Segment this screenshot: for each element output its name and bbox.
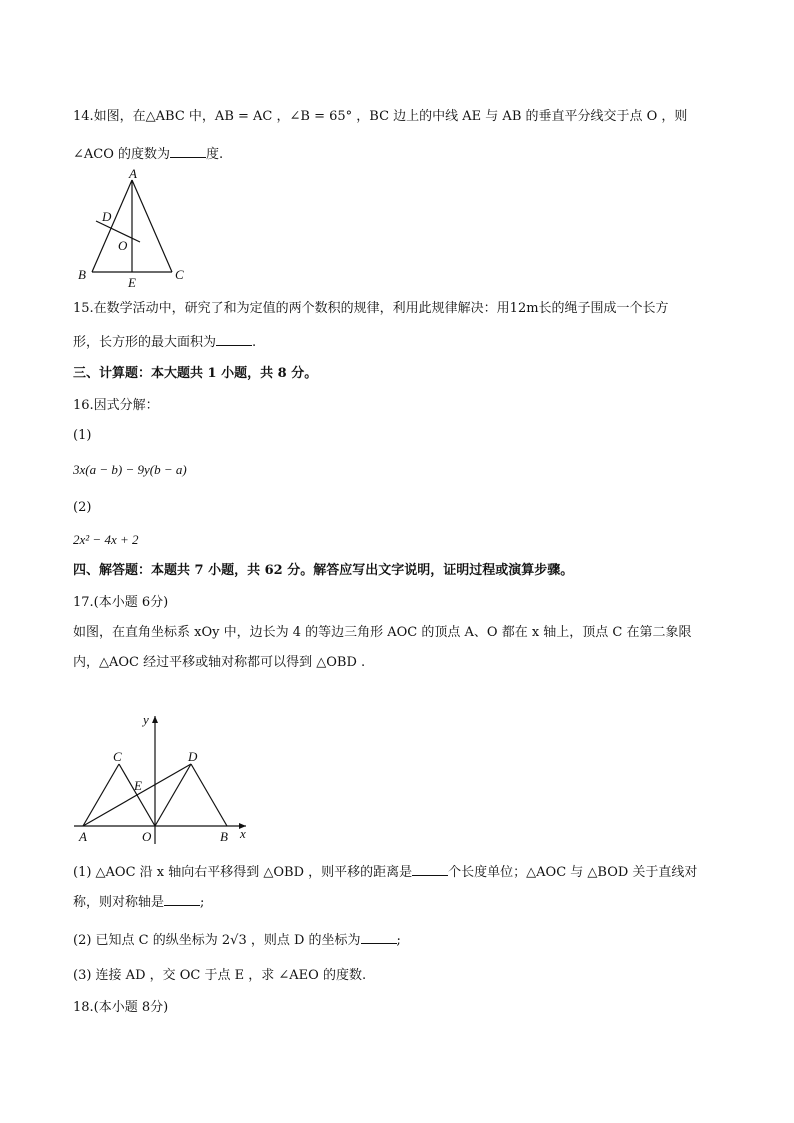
q14-side-ac — [132, 180, 172, 272]
q16-part2-expression: 2x² − 4x + 2 — [73, 532, 139, 547]
q17-sub1-blank1 — [412, 863, 448, 876]
q17-sub3: (3) 连接 AD ，交 OC 于点 E ，求 ∠AEO 的度数. — [73, 968, 367, 983]
q17-segment-ad — [83, 764, 191, 826]
q17-sub2-blank — [361, 931, 397, 944]
q14-label-e: E — [128, 275, 136, 288]
q17-side-db — [191, 764, 227, 826]
q14-line2-post: 度. — [206, 147, 224, 162]
q17-sub2 — [73, 931, 401, 950]
q17-label-b: B — [220, 829, 228, 844]
q17-sub1-blank2 — [164, 893, 200, 906]
q17-sub1-line1 — [73, 863, 697, 882]
q17-sub1-line2 — [73, 893, 204, 912]
q14-label-b: B — [78, 267, 86, 282]
q16-title: 16.因式分解： — [73, 398, 159, 413]
q17-side-ac — [83, 764, 119, 826]
q14-line1: 14.如图，在△ABC 中，AB = AC ，∠B = 65° ，BC 边上的中线 AE 与 AB 的垂直平分线交于点 O ，则 — [73, 109, 688, 124]
q17-label-y: y — [143, 712, 149, 727]
q17-label-c: C — [113, 749, 122, 764]
q16-part1-expression: 3x(a − b) − 9y(b − a) — [73, 462, 187, 477]
q17-label-o: O — [142, 829, 152, 844]
q17-sub1-text-d: ; — [200, 895, 205, 910]
q17-sub1-text-a: (1) △AOC 沿 x 轴向右平移得到 △OBD ，则平移的距离是 — [73, 865, 413, 880]
q14-line2 — [73, 145, 223, 164]
section4-heading: 四、解答题：本题共 7 小题，共 62 分。解答应写出文字说明，证明过程或演算步骤。 — [73, 563, 574, 578]
q14-label-o: O — [118, 238, 128, 253]
q17-label-a: A — [79, 829, 87, 844]
q18-title: 18.(本小题 8分) — [73, 1000, 169, 1015]
q15-line1: 15.在数学活动中，研究了和为定值的两个数积的规律，利用此规律解决：用12m长的绳子围成一个长方 — [73, 301, 669, 316]
q14-triangle-figure — [74, 168, 194, 288]
q17-title: 17.(本小题 6分) — [73, 595, 169, 610]
q17-sub2-text-b: ; — [396, 933, 401, 948]
q14-answer-blank — [170, 145, 206, 158]
q15-line2-post: . — [252, 335, 257, 350]
q17-text-line2: 内，△AOC 经过平移或轴对称都可以得到 △OBD . — [73, 655, 366, 670]
q17-label-e: E — [134, 778, 142, 793]
q14-label-a: A — [129, 168, 137, 181]
q17-label-x: x — [240, 826, 246, 841]
section3-heading: 三、计算题：本大题共 1 小题，共 8 分。 — [73, 366, 318, 381]
q17-sub1-text-c: 称，则对称轴是 — [73, 895, 165, 910]
q14-line2-pre: ∠ACO 的度数为 — [73, 147, 171, 162]
q17-coordinate-figure — [70, 712, 260, 847]
q17-y-axis-arrow — [152, 716, 158, 723]
q16-part1-label: (1) — [73, 428, 92, 443]
q17-text-line1: 如图，在直角坐标系 xOy 中，边长为 4 的等边三角形 AOC 的顶点 A、O 都在 x 轴上，顶点 C 在第二象限 — [73, 625, 692, 640]
q16-part2-label: (2) — [73, 500, 92, 515]
q17-label-d: D — [188, 749, 198, 764]
q14-label-d: D — [102, 209, 112, 224]
q17-side-od — [155, 764, 191, 826]
q15-answer-blank — [216, 333, 252, 346]
q15-line2 — [73, 333, 256, 352]
q15-line2-pre: 形，长方形的最大面积为 — [73, 335, 217, 350]
q17-sub2-text-a: (2) 已知点 C 的纵坐标为 2√3 ，则点 D 的坐标为 — [73, 933, 361, 948]
q14-side-ab — [92, 180, 132, 272]
q17-sub1-text-b: 个长度单位；△AOC 与 △BOD 关于直线对 — [448, 865, 698, 880]
q14-label-c: C — [175, 267, 184, 282]
